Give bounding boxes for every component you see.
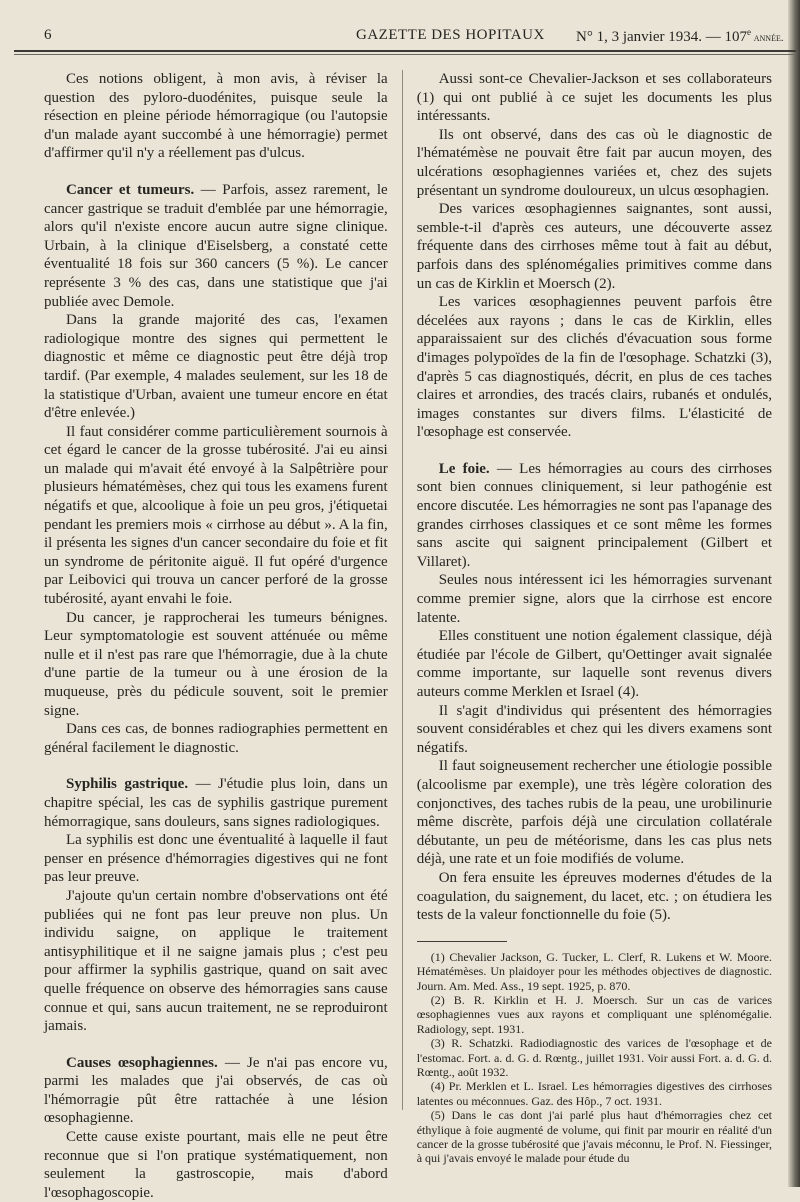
- issue-date: [576, 27, 784, 46]
- issue-suffix: année.: [750, 32, 784, 44]
- section-syphilis: [44, 775, 388, 831]
- two-column-body: [44, 70, 772, 1202]
- paragraph: Des varices œsophagiennes saignantes, sont aussi, semble-t-il d'après ces auteurs, une découverte assez fréquente dans des cirrhoses même tout à fait au début, parfois dans des splénomégalies primitives comme dans un cas de Kirklin et Moersch (2).: [416, 201, 772, 292]
- page-number: 6: [44, 27, 52, 43]
- section-oesophagus: [44, 1054, 388, 1128]
- right-column: [417, 70, 772, 1202]
- section-text: — Parfois, assez rarement, le cancer gastrique se traduit d'emblée par une hémorragie, alors qu'il n'existe encore aucun autre signe clinique. Urbain, à la clinique d'Eiselsberg, a constaté cette éventualité 18 fois sur 360 cancers (5 %). Le cancer représente 3 % des cas, dans une statistique que j'ai publiée avec Demole.: [44, 181, 388, 310]
- paragraph: Il faut soigneusement rechercher une étiologie possible (alcoolisme par exemple), une très légère coloration des conjonctives, des taches rubis de la peau, une urobilinurie même discrète, parfois déjà une circulation collatérale débutante, un peu de météorisme, dans les cas plus nets déjà, une rate et un foie modifiés de volume.: [416, 758, 772, 868]
- footnote: (1) Chevalier Jackson, G. Tucker, L. Clerf, R. Lukens et W. Moore. Hématémèses. Un plaidoyer pour les méthodes objectives de diagnostic. Journ. Am. Med. Ass., 19 sept. 1925, p. 870.: [416, 949, 772, 993]
- paragraph: Aussi sont-ce Chevalier-Jackson et ses collaborateurs (1) qui ont publié à ce sujet les documents les plus intéressants.: [416, 71, 772, 125]
- footnote-rule: [417, 941, 507, 942]
- journal-title: GAZETTE DES HOPITAUX: [356, 27, 545, 43]
- paragraph: Cette cause existe pourtant, mais elle ne peut être reconnue que si l'on pratique systématiquement, non seulement la gastroscopie, mais d'abord l'œsophagoscopie.: [44, 1129, 388, 1201]
- footnote: (4) Pr. Merklen et L. Israel. Les hémorragies digestives des cirrhoses latentes ou méconnues. Gaz. des Hôp., 7 oct. 1931.: [416, 1079, 772, 1108]
- paragraph: On fera ensuite les épreuves modernes d'études de la coagulation, du saignement, du lacet, etc. ; on étudiera les tests de la valeur fonctionnelle du foie (5).: [416, 869, 772, 924]
- section-text: — Je n'ai pas encore vu, parmi les malades que j'ai observés, de cas où l'hémorragie pût être rattachée à une lésion œsophagienne.: [44, 1054, 388, 1127]
- paragraph: Du cancer, je rapprocherai les tumeurs bénignes. Leur symptomatologie est souvent atténuée ou même nulle et il n'est pas rare que l'hémorragie, due à la chute d'une partie de la tumeur ou à une érosion de la muqueuse, près du pédicule souvent, soit le premier signe.: [44, 609, 388, 719]
- paragraph: Seules nous intéressent ici les hémorragies survenant comme premier signe, alors que la cirrhose est encore latente.: [416, 572, 772, 626]
- section-heading: Cancer et tumeurs.: [66, 181, 195, 198]
- section-cancer: [44, 181, 388, 311]
- paragraph: Elles constituent une notion également classique, déjà étudiée par l'école de Gilbert, qu'Oettinger avait signalée comme importante, sur laquelle sont revenus divers auteurs comme Merklen et Israel (4).: [416, 628, 772, 700]
- issue-text: N° 1, 3 janvier 1934. — 107: [576, 29, 747, 45]
- section-text: — J'étudie plus loin, dans un chapitre spécial, les cas de syphilis gastrique purement hémorragique, sans douleurs, sans signes radiologiques.: [44, 776, 388, 830]
- footnote: (2) B. R. Kirklin et H. J. Moersch. Sur un cas de varices œsophagiennes vues aux rayons et compliquant une splénomégalie. Radiology, sept. 1931.: [416, 992, 772, 1036]
- column-divider: [402, 70, 403, 1110]
- section-text: — Les hémorragies au cours des cirrhoses sont bien connues cliniquement, si leur pathogénie est encore discutée. Les hémorragies ne sont pas l'apanage des grandes cirrhoses classiques et ce sont même les formes sans ascite qui saignent principalement (Gilbert et Villaret).: [416, 460, 772, 570]
- section-heading: Syphilis gastrique.: [66, 776, 189, 793]
- book-spine: [788, 0, 800, 1187]
- paragraph: Dans la grande majorité des cas, l'examen radiologique montre des signes qui permettent le diagnostic et même ce diagnostic peut être déjà trop tardif. (Par exemple, 4 malades seulement, sur les 18 de la statistique d'Urban, avaient une tumeur encore en état d'être enlevée.): [44, 312, 388, 422]
- paragraph: Il s'agit d'individus qui présentent des hémorragies souvent considérables et chez qui les divers examens sont négatifs.: [416, 702, 772, 756]
- paragraph: Il faut considérer comme particulièrement sournois à cet égard le cancer de la grosse tubérosité. J'ai eu ainsi un malade qui m'avait été envoyé à la Salpêtrière pour plusieurs hématémèses, chez qui tous les examens furent négatifs et que, alcoolique à foie un peu gros, j'étiquetai pendant les premiers mois « cirrhose au début ». A la fin, il présenta les signes d'un cancer secondaire du foie et fit un syndrome de péritonite aiguë. Il fut opéré d'urgence par Leibovici qui trouva un cancer perforé de la grosse tubérosité, ayant envahi le foie.: [44, 423, 388, 608]
- footnote: (5) Dans le cas dont j'ai parlé plus haut d'hémorragies chez cet éthylique à foie augmenté de volume, qui finit par mourir en réalité d'un cancer de la grosse tubérosité que j'avais méconnu, le Prof. N. Fiessinger, à qui j'avais envoyé le malade pour étude du: [416, 1108, 772, 1166]
- left-column: [44, 70, 388, 1202]
- footnote: (3) R. Schatzki. Radiodiagnostic des varices de l'œsophage et de l'estomac. Fort. a. d. G. d. Rœntg., juillet 1931. Voir aussi Fort. a. d. G. d. Rœntg., août 1932.: [416, 1036, 772, 1079]
- section-heading: Le foie.: [438, 460, 490, 477]
- paragraph: Les varices œsophagiennes peuvent parfois être décelées aux rayons ; dans le cas de Kirklin, elles apparaissaient sur des clichés d'évacuation sous forme d'images polypoïdes de la fin de l'œsophage. Schatzki (3), d'après 5 cas diagnostiqués, décrit, en plus de ces taches claires et arrondies, des tracés clairs, rubanés et ondulés, images constantes sur divers films. L'élasticité de l'œsophage est conservée.: [416, 294, 772, 441]
- paragraph: J'ajoute qu'un certain nombre d'observations ont été publiées qui ne font pas leur preuve non plus. Un individu saigne, on applique le traitement antisyphilitique et il ne saigne jamais plus ; c'est peu pour affirmer la syphilis gastrique, quand on sait avec quelle fréquence on observe des hémorragies sans cause connue et qui, sans aucun traitement, ne se reproduiront jamais.: [44, 887, 388, 1035]
- section-heading: Causes œsophagiennes.: [66, 1054, 218, 1071]
- footnotes: [417, 950, 772, 1166]
- paragraph: La syphilis est donc une éventualité à laquelle il faut penser en présence d'hémorragies digestives qui ne font pas leur preuve.: [44, 832, 388, 886]
- issue-sup: e: [746, 27, 751, 37]
- paragraph: Ces notions obligent, à mon avis, à réviser la question des pyloro-duodénites, puisque seule la résection en pleine période hémorragique (ou l'autopsie d'un malade ayant succombé à une hémorragie) permet d'affirmer qu'il n'y a réellement pas d'ulcus.: [44, 71, 388, 162]
- paragraph: Dans ces cas, de bonnes radiographies permettent en général facilement le diagnostic.: [44, 721, 388, 756]
- header-rule: [14, 50, 796, 52]
- header-rule-thin: [14, 54, 796, 55]
- section-liver: [417, 460, 772, 572]
- running-header: [30, 0, 784, 46]
- paragraph: Ils ont observé, dans des cas où le diagnostic de l'hématémèse ne pouvait être fait par aucun moyen, des ulcérations œsophagiennes variées et, chez des sujets présentant un syndrome douloureux, un ulcus œsophagien.: [416, 126, 772, 199]
